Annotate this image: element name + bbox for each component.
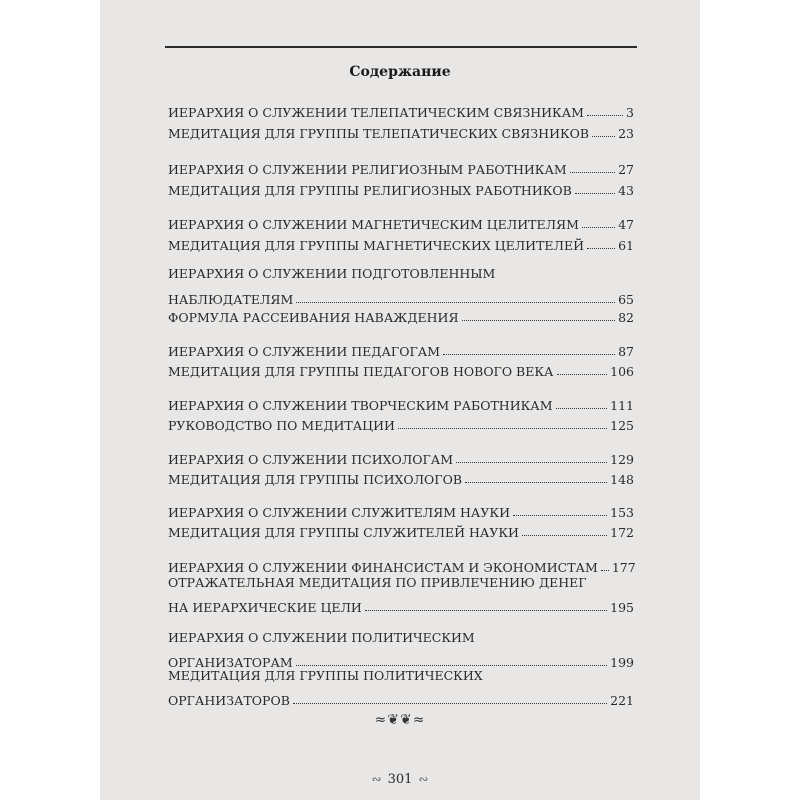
toc-entry-line1: МЕДИТАЦИЯ ДЛЯ ГРУППЫ ПОЛИТИЧЕСКИХ (168, 668, 483, 683)
ornament-divider-icon: ≈❦❦≈ (374, 712, 426, 728)
toc-entry: НА ИЕРАРХИЧЕСКИЕ ЦЕЛИ 195 (168, 600, 634, 615)
page-title: Содержание (349, 64, 451, 80)
toc-page-number: 43 (618, 183, 634, 198)
toc-page-number: 27 (618, 162, 634, 177)
toc-page-number: 61 (618, 238, 634, 253)
toc-entry-line1: ИЕРАРХИЯ О СЛУЖЕНИИ ПОДГОТОВЛЕННЫМ (168, 266, 496, 281)
toc-page-number: 111 (610, 398, 634, 413)
toc-entry: МЕДИТАЦИЯ ДЛЯ ГРУППЫ РЕЛИГИОЗНЫХ РАБОТНИКОВ 43 (168, 183, 634, 198)
toc-page-number: 65 (618, 292, 634, 307)
toc-entry: ИЕРАРХИЯ О СЛУЖЕНИИ ТВОРЧЕСКИМ РАБОТНИКАМ 111 (168, 398, 634, 413)
toc-entry: НАБЛЮДАТЕЛЯМ 65 (168, 292, 634, 307)
toc-entry-line1: ИЕРАРХИЯ О СЛУЖЕНИИ ПОЛИТИЧЕСКИМ (168, 630, 475, 645)
swirl-left-icon: ∾ (371, 772, 382, 786)
top-rule (165, 46, 637, 48)
toc-entry: ФОРМУЛА РАССЕИВАНИЯ НАВАЖДЕНИЯ 82 (168, 310, 634, 325)
page-footer (100, 772, 700, 787)
toc-entry: МЕДИТАЦИЯ ДЛЯ ГРУППЫ МАГНЕТИЧЕСКИХ ЦЕЛИТЕЛЕЙ 61 (168, 238, 634, 253)
toc-page-number: 23 (618, 126, 634, 141)
toc-entry: МЕДИТАЦИЯ ДЛЯ ГРУППЫ СЛУЖИТЕЛЕЙ НАУКИ 172 (168, 525, 634, 540)
toc-entry: МЕДИТАЦИЯ ДЛЯ ГРУППЫ ПЕДАГОГОВ НОВОГО ВЕКА 106 (168, 364, 634, 379)
toc-page-number: 148 (610, 472, 634, 487)
toc-entry: ИЕРАРХИЯ О СЛУЖЕНИИ РЕЛИГИОЗНЫМ РАБОТНИКАМ 27 (168, 162, 634, 177)
toc-page-number: 129 (610, 452, 634, 467)
book-page (100, 0, 700, 800)
page-number: 301 (387, 772, 413, 787)
toc-page-number: 125 (610, 418, 634, 433)
toc-page-number: 82 (618, 310, 634, 325)
toc-entry: ИЕРАРХИЯ О СЛУЖЕНИИ СЛУЖИТЕЛЯМ НАУКИ 153 (168, 505, 634, 520)
toc-page-number: 172 (610, 525, 634, 540)
toc-entry: ОРГАНИЗАТОРАМ 199 (168, 655, 634, 670)
toc-entry: ОРГАНИЗАТОРОВ 221 (168, 693, 634, 708)
toc-page-number: 3 (626, 105, 634, 120)
toc-entry: ИЕРАРХИЯ О СЛУЖЕНИИ ПСИХОЛОГАМ 129 (168, 452, 634, 467)
toc-page-number: 87 (618, 344, 634, 359)
toc-page-number: 221 (610, 693, 634, 708)
toc-page-number: 47 (618, 217, 634, 232)
toc-entry: ИЕРАРХИЯ О СЛУЖЕНИИ ТЕЛЕПАТИЧЕСКИМ СВЯЗНИКАМ 3 (168, 105, 634, 120)
toc-page-number: 177 (611, 560, 636, 575)
toc-entry: ИЕРАРХИЯ О СЛУЖЕНИИ ФИНАНСИСТАМ И ЭКОНОМИСТАМ 177 (168, 560, 636, 575)
toc-entry: МЕДИТАЦИЯ ДЛЯ ГРУППЫ ПСИХОЛОГОВ 148 (168, 472, 634, 487)
toc-entry: МЕДИТАЦИЯ ДЛЯ ГРУППЫ ТЕЛЕПАТИЧЕСКИХ СВЯЗНИКОВ 23 (168, 126, 634, 141)
toc-entry-line1: ОТРАЖАТЕЛЬНАЯ МЕДИТАЦИЯ ПО ПРИВЛЕЧЕНИЮ ДЕНЕГ (168, 575, 587, 590)
toc-page-number: 199 (610, 655, 634, 670)
toc-entry: ИЕРАРХИЯ О СЛУЖЕНИИ ПЕДАГОГАМ 87 (168, 344, 634, 359)
toc-page-number: 195 (610, 600, 634, 615)
toc-entry: РУКОВОДСТВО ПО МЕДИТАЦИИ 125 (168, 418, 634, 433)
toc-page-number: 106 (610, 364, 634, 379)
swirl-right-icon: ∾ (418, 772, 429, 786)
toc-page-number: 153 (610, 505, 634, 520)
toc-entry: ИЕРАРХИЯ О СЛУЖЕНИИ МАГНЕТИЧЕСКИМ ЦЕЛИТЕЛЯМ 47 (168, 217, 634, 232)
